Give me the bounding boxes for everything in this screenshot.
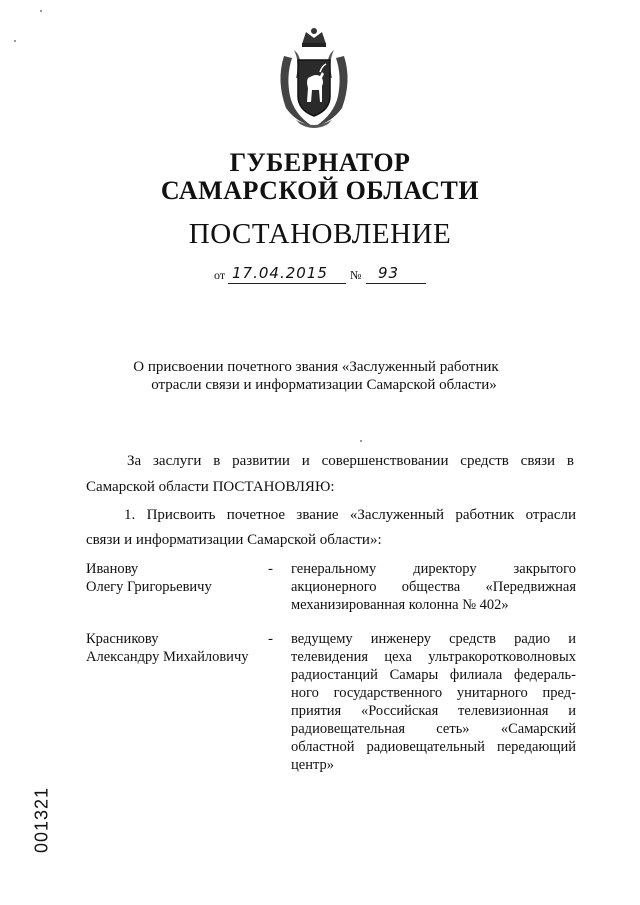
awardee-dash: - <box>268 631 273 647</box>
awardee-name <box>86 560 212 596</box>
scan-speck <box>360 440 362 442</box>
position-line: радиостанций Самары филиала федераль- <box>291 667 576 683</box>
decree-date: 17.04.2015 <box>232 264 328 282</box>
number-underline <box>366 283 426 284</box>
date-underline <box>228 283 346 284</box>
preamble-line1: За заслуги в развитии и совершенствовании средств связи в <box>127 453 574 469</box>
clause1-line2: связи и информатизации Самарской области»: <box>86 532 382 548</box>
position-line: механизированная колонна № 402» <box>291 597 509 613</box>
decree-date-number-line <box>214 262 454 286</box>
subject-line1: О присвоении почетного звания «Заслуженный работник <box>133 359 499 375</box>
awardee-surname: Красникову <box>86 631 159 647</box>
scan-speck <box>14 40 16 42</box>
position-line: генеральному директору закрытого <box>291 561 576 577</box>
position-line: ведущему инженеру средств радио и <box>291 631 576 647</box>
page-serial-number: 001321 <box>31 786 52 854</box>
samara-coat-of-arms-icon <box>272 26 356 130</box>
awardee-position <box>291 630 576 774</box>
document-type: ПОСТАНОВЛЕНИЕ <box>188 218 452 250</box>
awardee-given-names: Олегу Григорьевичу <box>86 579 212 595</box>
position-line: приятия «Российская телевизионная и <box>291 703 576 719</box>
clause1-line1: 1. Присвоить почетное звание «Заслуженный работник отрасли <box>124 507 576 523</box>
position-line: областной радиовещательный передающий <box>291 739 576 755</box>
awardee-given-names: Александру Михайловичу <box>86 649 249 665</box>
decree-number: 93 <box>378 264 400 282</box>
issuer-title-line2: САМАРСКОЙ ОБЛАСТИ <box>160 176 480 205</box>
page-serial-stamp <box>12 786 72 854</box>
number-prefix: № <box>350 268 362 282</box>
position-line: радиовещательная сеть» «Самарский <box>291 721 576 737</box>
awardee-name <box>86 630 249 666</box>
position-line: ного государственного унитарного пред- <box>291 685 576 701</box>
position-line: акционерного общества «Передвижная <box>291 579 576 595</box>
awardee-dash: - <box>268 561 273 577</box>
subject-line2: отрасли связи и информатизации Самарской области» <box>151 377 497 393</box>
issuer-title-line1: ГУБЕРНАТОР <box>229 148 411 177</box>
awardee-surname: Иванову <box>86 561 139 577</box>
position-line: телевидения цеха ультракоротковолновых <box>291 649 576 665</box>
position-line: центр» <box>291 757 334 773</box>
preamble-line2: Самарской области ПОСТАНОВЛЯЮ: <box>86 479 335 495</box>
date-prefix: от <box>214 268 226 282</box>
scan-speck <box>40 10 42 12</box>
awardee-position <box>291 560 576 614</box>
